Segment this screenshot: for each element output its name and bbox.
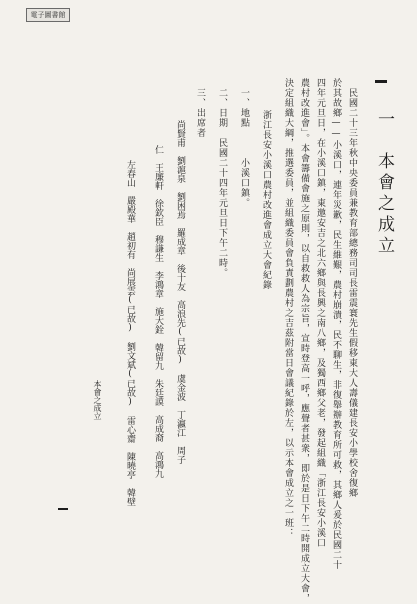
attendee-column: 仁 王廉軒 徐欽臣 穆謙生 李鴻章 施大銓 韓留九 朱廷謨 高成裔 高鴻九	[153, 145, 163, 478]
paragraph-line: 四年元旦日，在小溪口鎮，東邀安吉之北六鄉與長興之南八鄉，及獨西鄉父老，發起組織「浙江長安小溪口	[315, 78, 325, 548]
item-location-label: 一、地點	[239, 88, 249, 128]
attendee-column: 左春山 嚴殿華 趙初有 尚展雲(已故) 劉文斌(已故) 雷心齋 陳曉亭 韓壁	[125, 160, 135, 506]
library-stamp: 電子圖書館	[26, 8, 70, 22]
paragraph-line: 於其故鄉——小溪口，連年災歉，民生維艱，農村崩潰，民不聊生，非復舉辦教育所可救，其鄉人爰於民國二十	[331, 78, 341, 570]
item-attendees-label: 三、出席者	[195, 88, 205, 138]
paragraph-line: 農村改進會」。本會籌備會施之原則，以自救救人為宗旨，宣時登高一呼，應聲者甚衆，即於是日下午二時開成立大會，	[299, 78, 309, 604]
chapter-dash	[375, 80, 387, 83]
running-title: 本會之成立	[93, 380, 102, 420]
item-location-value: 小溪口鎮。	[239, 158, 249, 208]
item-date-label: 二、日期	[217, 88, 227, 128]
paragraph-line: 決定組織大綱，推選委員，並組織委員會負責劃農村之吉茲附當日會議紀錄於左，以示本會成立之一班：	[283, 78, 293, 538]
paragraph-line: 民國二十三年秋中央委員兼教育部總務司司長雷震寰先生假移東大人壽儀建長安小學校舍復鄉	[347, 88, 357, 498]
chapter-title: 一 本會之成立	[374, 110, 394, 257]
item-date-value: 民國二十四年元旦日下午二時。	[217, 138, 227, 278]
record-title: 浙江長安小溪口農村改進會成立大會紀錄	[261, 110, 271, 290]
page-number	[58, 508, 68, 510]
attendee-column: 尚賢甫 劉滬泉 劉困焉 羅成章 後十友 高浪先(已故) 虞金波 丁瀛江 周子	[175, 120, 185, 464]
